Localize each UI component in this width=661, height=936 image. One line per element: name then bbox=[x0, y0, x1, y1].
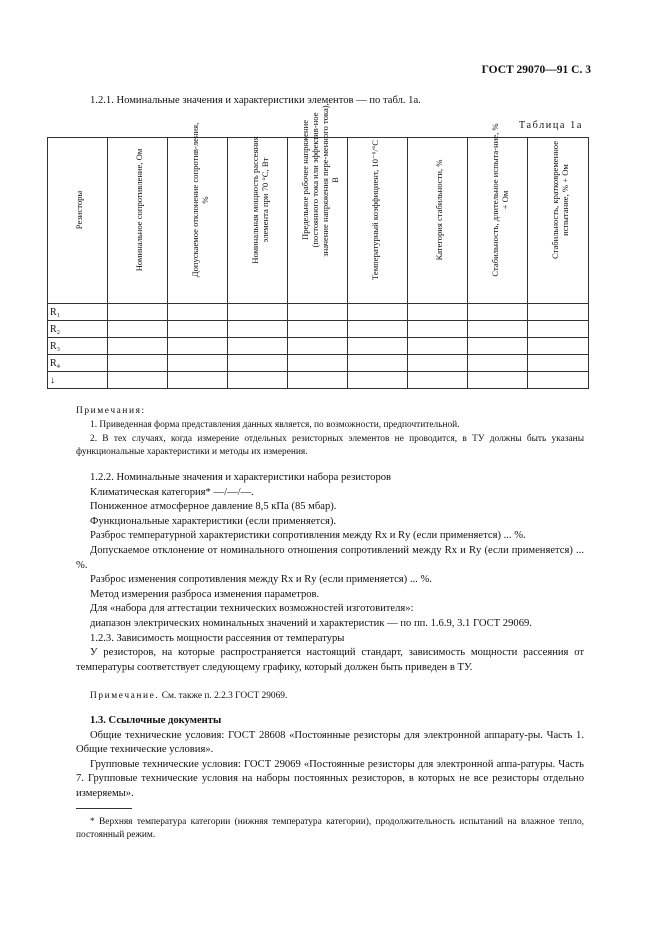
notes-title: Примечания: bbox=[76, 406, 146, 416]
table-row bbox=[48, 304, 589, 321]
section-1-2-3-text: У резисторов, на которые распространяется настоящий стандарт, зависимость мощности рассеяния от температуры соответствует следующему графику, который должен быть приведен в ТУ. bbox=[76, 647, 584, 673]
group-specs: Групповые технические условия: ГОСТ 29069 «Постоянные резисторы для электронной аппа-ратуры. Часть 7. Групповые технические условия на наборы постоянных резисторов, в которых не все резисторы отдельно измеряемы». bbox=[76, 758, 584, 799]
page-header: ГОСТ 29070—91 С. 3 bbox=[481, 64, 591, 76]
section-title: 1.2.2. Номинальные значения и характеристики набора резисторов bbox=[90, 472, 392, 483]
low-pressure: Пониженное атмосферное давление 8,5 кПа (85 мбар). bbox=[90, 501, 337, 513]
note-1: 1. Приведенная форма представления данных является, по возможности, предпочтительной. bbox=[90, 420, 460, 430]
footnote: * Верхняя температура категории (нижняя температура категории), продолжительность испытаний на влажное тепло, постоянный режим. bbox=[76, 817, 584, 841]
row-label: R₁ bbox=[48, 304, 108, 321]
table-header-row bbox=[48, 138, 589, 304]
table-row bbox=[48, 372, 589, 389]
row-label: R₄ bbox=[48, 355, 108, 372]
col-header: Температурный коэффициент, 10⁻⁶/°С bbox=[348, 138, 408, 304]
measurement-method: Метод измерения разброса изменения параметров. bbox=[90, 588, 320, 600]
note-2: 2. В тех случаях, когда измерение отдельных резисторных элементов не проводится, в ТУ должны быть указаны функциональные характеристики и методы их измерения. bbox=[76, 434, 584, 458]
section-1-2-1: 1.2.1. Номинальные значения и характеристики элементов — по табл. 1а. bbox=[90, 95, 421, 106]
section-1-2-2 bbox=[76, 471, 584, 675]
table-caption: Таблица 1а bbox=[518, 120, 583, 131]
section-title: 1.3. Ссылочные документы bbox=[90, 715, 222, 726]
col-header: Категория стабильности, % bbox=[408, 138, 468, 304]
col-header: Допускаемое отклонение сопротив-ления, % bbox=[168, 138, 228, 304]
col-header: Предельное рабочее напряжение (постоянного тока или эффектив-ное значение напряжения пере-менного тока), В bbox=[288, 138, 348, 304]
range-values: диапазон электрических номинальных значений и характеристик — по пп. 1.6.9, 3.1 ГОСТ 29069. bbox=[90, 617, 532, 629]
tc-spread: Разброс температурной характеристики сопротивления между Rх и Rу (если применяется) ... %. bbox=[90, 530, 526, 542]
row-label: ↓ bbox=[48, 372, 108, 389]
change-spread: Разброс изменения сопротивления между Rх и Rу (если применяется) ... %. bbox=[90, 574, 432, 586]
col-header: Номинальная мощность рассеяния элемента при 70 °С, Вт bbox=[228, 138, 288, 304]
table-row bbox=[48, 338, 589, 355]
col-header: Номинальное сопротивление, Ом bbox=[108, 138, 168, 304]
ratio-tolerance: Допускаемое отклонение от номинального отношения сопротивлений между Rх и Rу (если применяется) ... %. bbox=[76, 544, 584, 571]
row-label: R₂ bbox=[48, 321, 108, 338]
section-1-3 bbox=[76, 714, 584, 802]
table-row bbox=[48, 321, 589, 338]
note-see-also bbox=[76, 690, 584, 703]
functional-characteristics: Функциональные характеристики (если применяется). bbox=[90, 515, 337, 527]
col-header: Стабильность, длительное испыта-ние, % + Ом bbox=[468, 138, 528, 304]
footnote-divider bbox=[76, 808, 132, 809]
table-row bbox=[48, 355, 589, 372]
general-specs: Общие технические условия: ГОСТ 28608 «Постоянные резисторы для электронной аппарату-ры. Часть 1. Общие технические условия». bbox=[76, 729, 584, 756]
set-for-capability: Для «набора для аттестации технических возможностей изготовителя»: bbox=[90, 603, 414, 615]
col-header: Стабильность, кратковременное испытание, % + Ом bbox=[528, 138, 589, 304]
note-label: Примечание. bbox=[90, 691, 160, 701]
climate-category: Климатическая категория* —/—/—. bbox=[90, 486, 254, 498]
col-header: Резисторы bbox=[48, 138, 108, 304]
note-text: См. также п. 2.2.3 ГОСТ 29069. bbox=[159, 691, 288, 701]
row-label: R₃ bbox=[48, 338, 108, 355]
section-1-2-3-title: 1.2.3. Зависимость мощности рассеяния от температуры bbox=[90, 632, 345, 644]
